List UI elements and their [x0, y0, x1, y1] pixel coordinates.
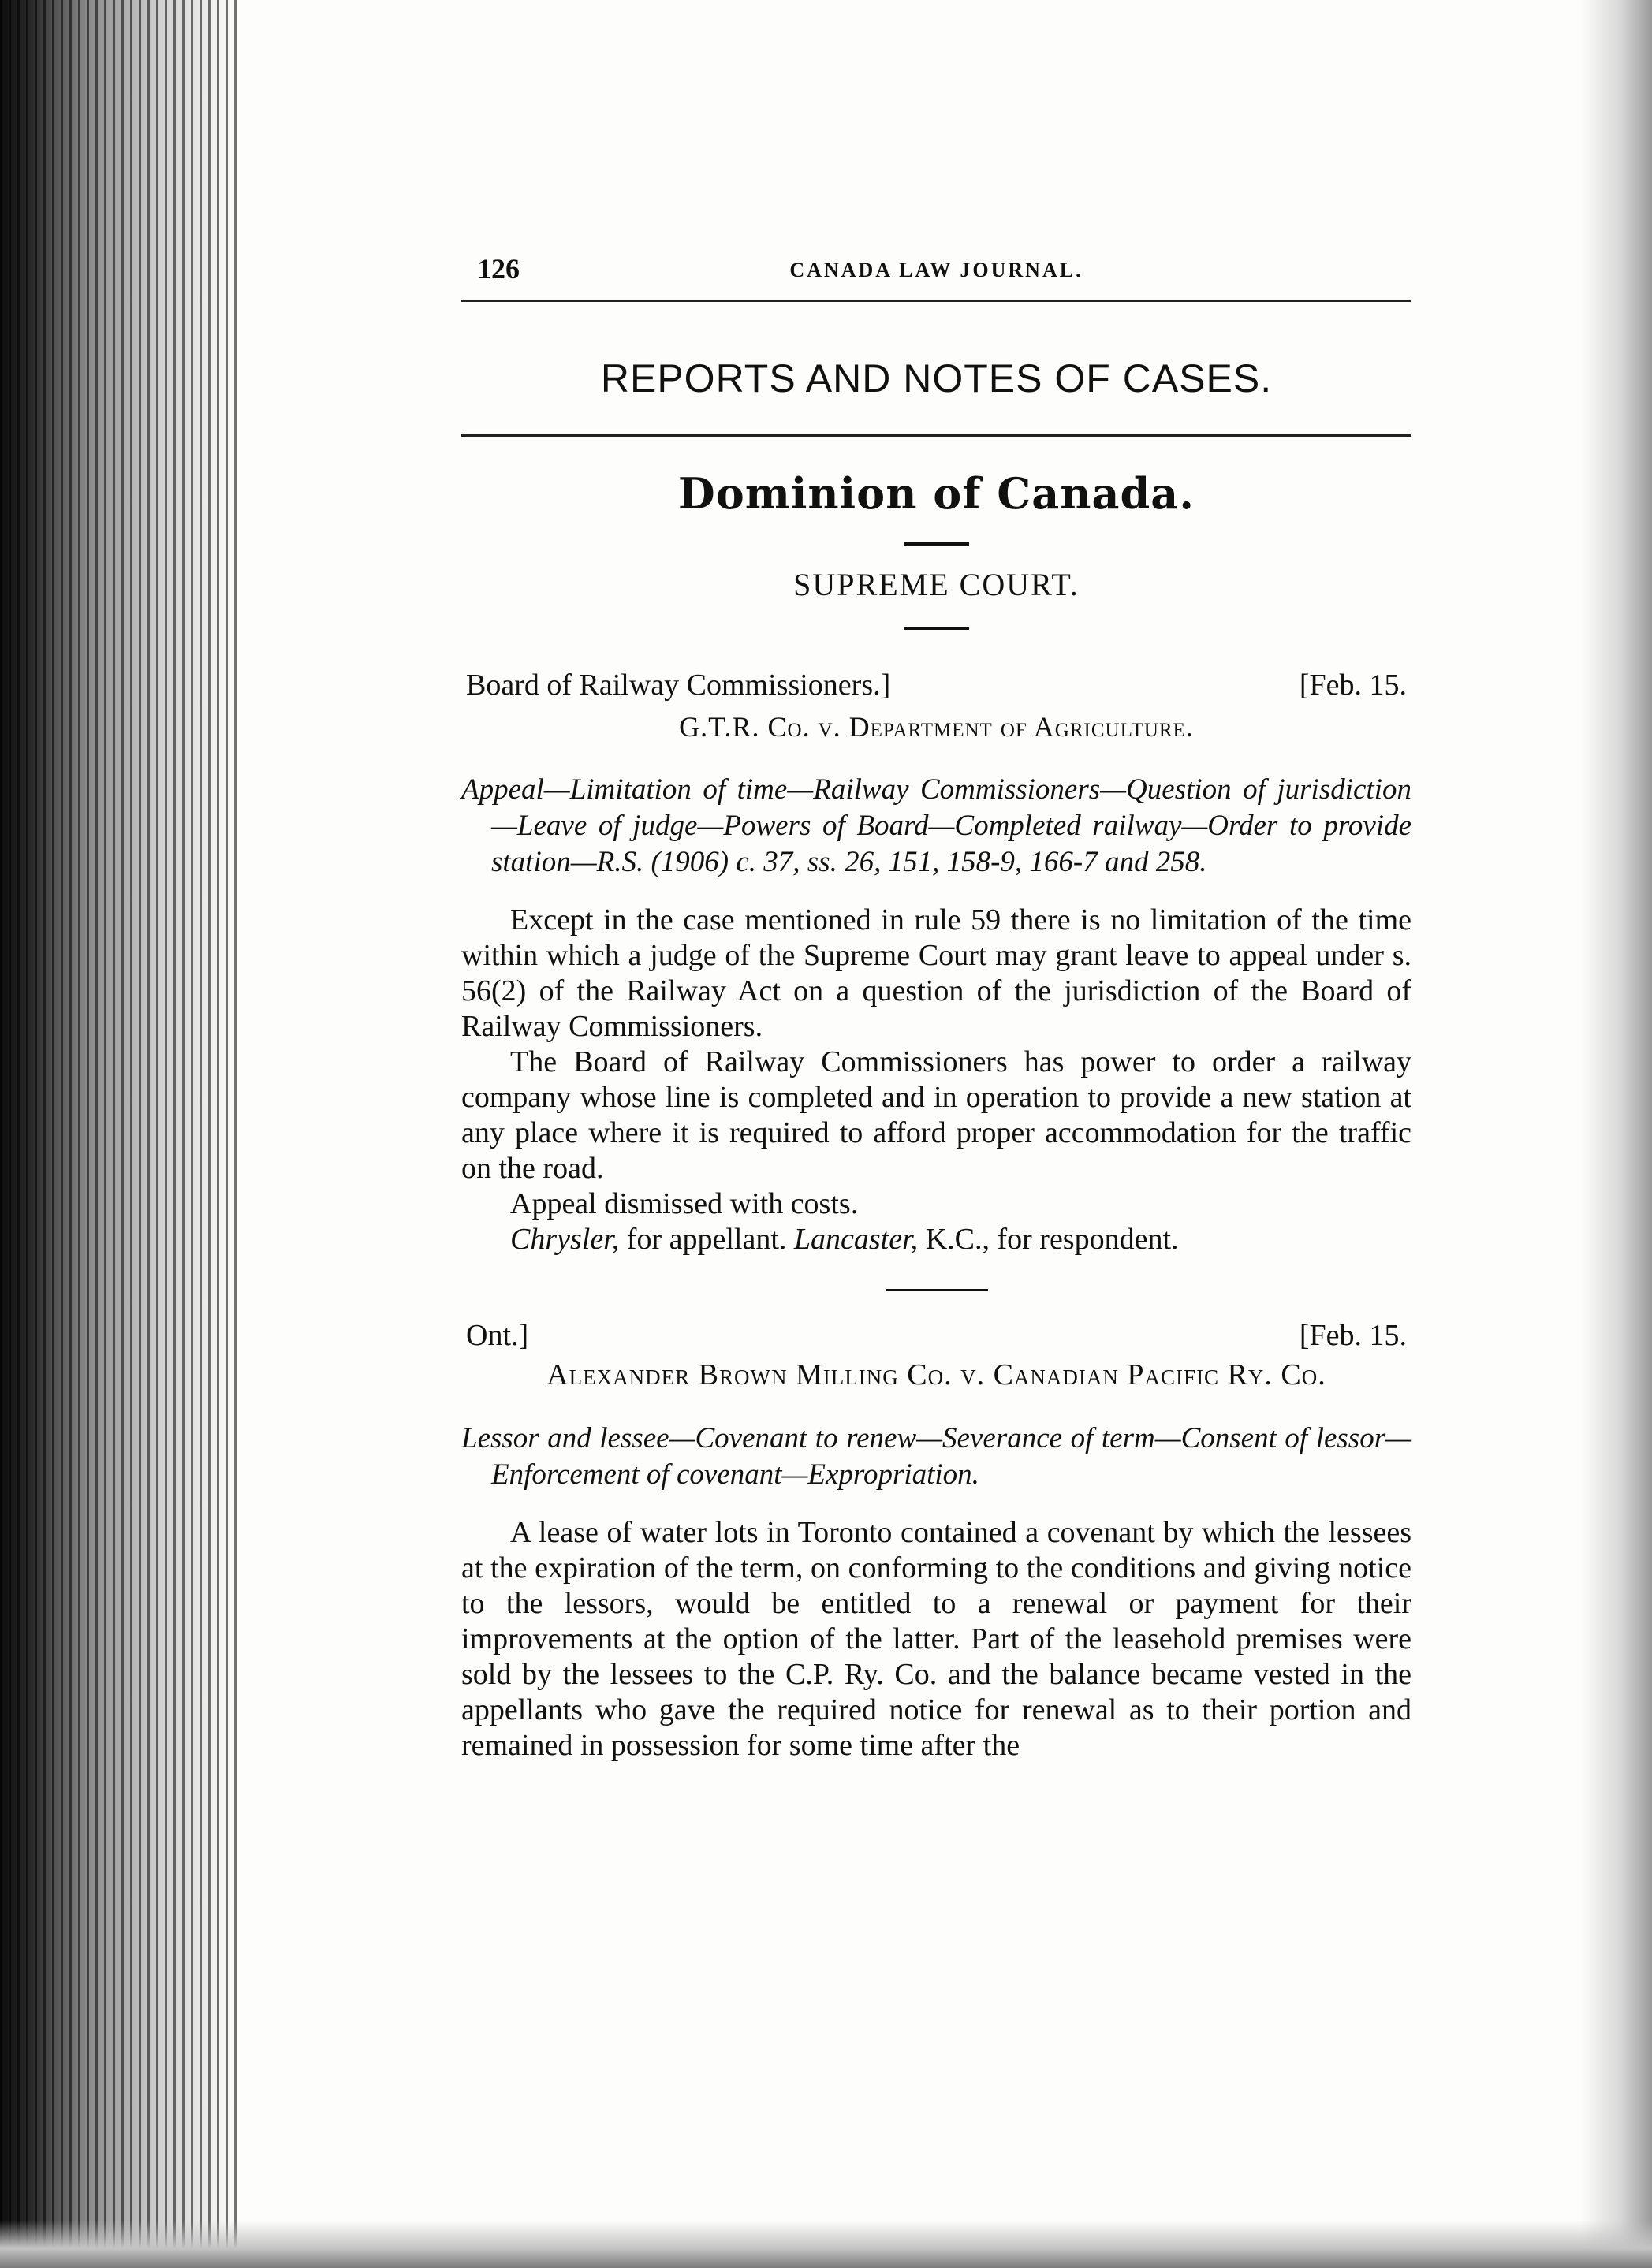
- case1-paragraph: The Board of Railway Commissioners has power to order a railway company whose line is completed and in operation to provide a new station at any place where it is required to afford proper accommodation for the traffic on the road.: [461, 1045, 1411, 1185]
- page-header: [461, 252, 1411, 302]
- counsel-respondent-text: K.C., for respondent.: [918, 1223, 1179, 1256]
- case2-title: Alexander Brown Milling Co. v. Canadian Pacific Ry. Co.: [546, 1358, 1326, 1391]
- case1-counsel: [461, 1222, 1411, 1257]
- case1-catchwords: Appeal—Limitation of time—Railway Commissioners—Question of jurisdiction—Leave of judge—Powers of Board—Completed railway—Order to provide station—R.S. (1906) c. 37, ss. 26, 151, 158-9, 166-7 and 258.: [461, 773, 1411, 878]
- section-title: REPORTS AND NOTES OF CASES.: [600, 356, 1273, 400]
- case2-heading: [461, 1318, 1411, 1353]
- case1-heading: [461, 668, 1411, 702]
- page-text-block: [461, 252, 1411, 1763]
- divider-rule: [461, 434, 1411, 437]
- case2-date: [Feb. 15.: [1299, 1319, 1407, 1352]
- counsel-appellant-name: Chrysler,: [510, 1223, 620, 1256]
- case2-origin: Ont.]: [466, 1319, 529, 1352]
- case1-title: G.T.R. Co. v. Department of Agriculture.: [679, 711, 1194, 743]
- court-name: SUPREME COURT.: [793, 567, 1080, 602]
- court-title: Dominion of Canada.: [677, 468, 1195, 519]
- counsel-respondent-name: Lancaster,: [793, 1223, 919, 1256]
- case1-paragraph: Except in the case mentioned in rule 59 there is no limitation of the time within which a judge of the Supreme Court may grant leave to appeal under s. 56(2) of the Railway Act on a question of the jurisdiction of the Board of Railway Commissioners.: [461, 903, 1411, 1043]
- short-divider: [904, 627, 969, 630]
- case-separator: [886, 1289, 988, 1291]
- counsel-appellant-text: for appellant.: [619, 1223, 794, 1256]
- book-binding-shadow: [0, 0, 237, 2268]
- short-divider: [904, 542, 969, 546]
- case1-date: [Feb. 15.: [1299, 668, 1407, 702]
- page-number: 126: [477, 253, 520, 285]
- bottom-edge-shadow: [0, 2221, 1652, 2268]
- page-edge-shadow: [1581, 0, 1652, 2268]
- running-head: CANADA LAW JOURNAL.: [789, 259, 1083, 281]
- case2-paragraph: A lease of water lots in Toronto contained a covenant by which the lessees at the expiration of the term, on conforming to the conditions and giving notice to the lessors, would be entitled to a renewal or payment for their improvements at the option of the latter. Part of the leasehold premises were sold by the lessees to the C.P. Ry. Co. and the balance became vested in the appellants who gave the required notice for renewal as to their portion and remained in possession for some time after the: [461, 1516, 1411, 1762]
- case1-origin: Board of Railway Commissioners.]: [466, 668, 891, 702]
- case1-disposition: Appeal dismissed with costs.: [510, 1187, 859, 1220]
- case2-catchwords: Lessor and lessee—Covenant to renew—Severance of term—Consent of lessor—Enforcement of covenant—Expropriation.: [461, 1422, 1411, 1491]
